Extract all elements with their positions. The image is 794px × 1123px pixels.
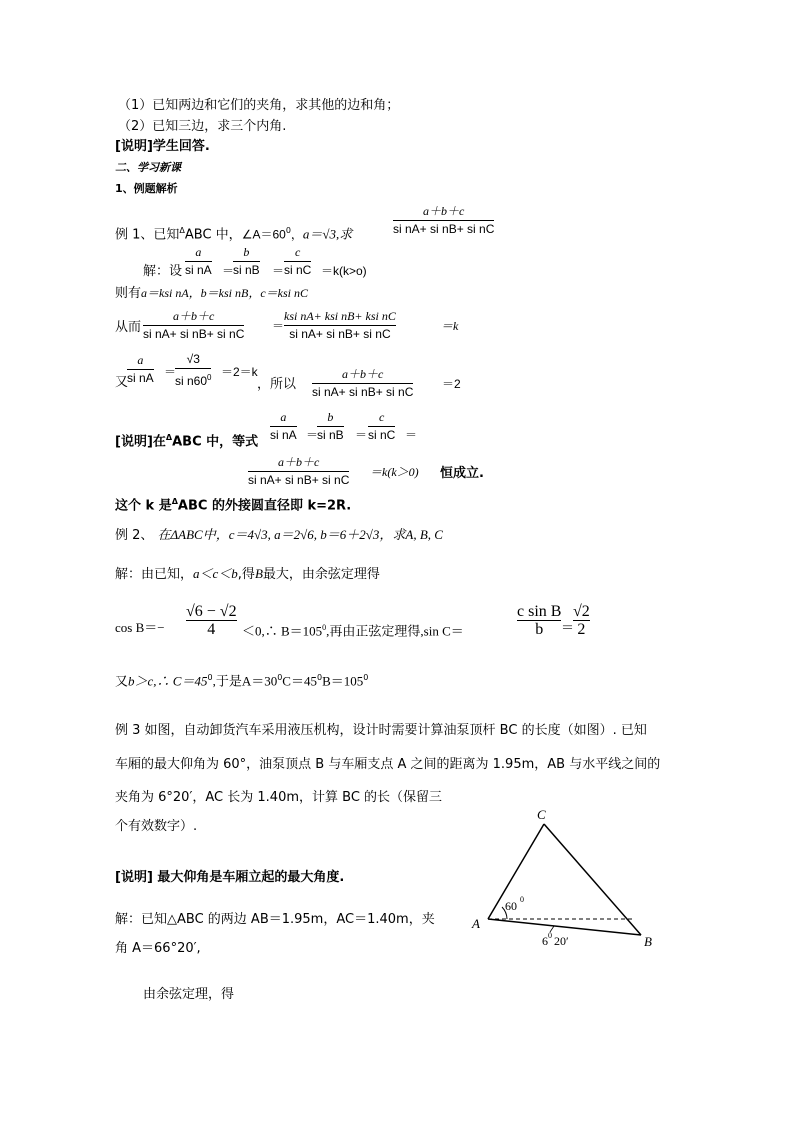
cos-fraction	[186, 604, 237, 637]
note1-hold: 恒成立.	[440, 466, 484, 481]
eq-k: ＝k	[441, 319, 459, 333]
ex3-sol-2: 角 A＝66°20′,	[115, 941, 201, 956]
intro-line-2: （2）已知三边，求三个内角.	[118, 119, 287, 134]
note1-conclusion	[115, 494, 351, 514]
numerator: √3	[186, 352, 200, 366]
then-expression: a＝ksi nA，b＝ksi nB，c＝ksi nC	[141, 286, 308, 300]
denominator: si nC	[284, 263, 312, 277]
side-ab	[488, 919, 641, 935]
degree-sup: 0	[207, 373, 212, 382]
numerator: c sin B	[517, 603, 562, 620]
note1-k-expr: ＝k(k＞0)	[370, 465, 419, 479]
triangle-figure	[470, 800, 660, 955]
ex3-para-2: 车厢的最大仰角为 60°，油泵顶点 B 与车厢支点 A 之间的距离为 1.95m，AB 与水平线之间的	[115, 757, 661, 772]
ex1-intro-text: 例 1、已知	[115, 227, 180, 243]
note1-fraction-b	[317, 410, 344, 443]
degree-sup: 0	[285, 226, 291, 235]
conclusion-pre: 这个 k 是	[115, 498, 172, 514]
triangle-symbol: Δ	[165, 433, 173, 442]
angle-small-min: 20′	[554, 934, 569, 948]
ex2-final	[115, 670, 368, 690]
ex3-note: [说明] 最大仰角是车厢立起的最大角度.	[115, 870, 345, 885]
side-bc	[544, 824, 641, 935]
degree-sup: 0	[207, 673, 213, 682]
ex3-sol-3: 由余弦定理，得	[143, 987, 235, 1002]
numerator: b	[243, 245, 250, 259]
ex2-problem: 在ΔABC中，c＝4√3, a＝2√6, b＝6＋2√3，求A, B, C	[157, 527, 443, 542]
note-answer: [说明]学生回答.	[115, 139, 210, 154]
fraction-sqrt3-sin60	[175, 352, 211, 389]
note1-line	[115, 430, 258, 450]
angle-60-deg: 0	[520, 895, 524, 904]
ex1-fraction-left	[143, 309, 244, 342]
final-1: b＞c,∴ C＝45	[128, 673, 208, 689]
denominator: si nA+ si nB+ si nC	[248, 473, 350, 487]
numerator: a	[195, 245, 202, 259]
ex1-intro: 例 1、已知$^\Delta$ABC 中，$\angle A=60^0$，a＝√3,求	[115, 226, 353, 243]
degree-sup: 0	[322, 623, 327, 632]
numerator: c	[379, 410, 385, 424]
denominator: 4	[207, 621, 216, 638]
label-c: C	[537, 807, 546, 822]
subsection-heading: 1、例题解析	[115, 182, 178, 195]
inequality: a＜c＜b	[193, 566, 238, 581]
sol-pre: 解：由已知，	[115, 567, 194, 582]
b-var: B	[254, 566, 263, 581]
denominator: 2	[577, 621, 586, 638]
fraction-c-sinC	[284, 245, 311, 278]
fraction-denominator: si nA+ si nB+ si nC	[393, 222, 495, 236]
numerator: c	[295, 245, 301, 259]
denominator: si nA	[270, 428, 297, 442]
ex1-fraction-so	[312, 367, 413, 400]
final-3: C＝45	[282, 673, 317, 689]
note1-mid: ABC 中，等式	[172, 434, 259, 450]
ex1-target-fraction	[393, 204, 494, 237]
ex1-again-label: 又	[115, 375, 129, 390]
ex2-solution	[115, 566, 380, 583]
ex3-sol-1: 解：已知△ABC 的两边 AB＝1.95m，AC＝1.40m，夹	[115, 912, 435, 927]
final-4: B＝105	[322, 673, 364, 689]
angle-60: 60	[505, 899, 517, 913]
cos-prefix: cos B＝−	[115, 620, 165, 635]
fraction-bar	[393, 220, 494, 221]
degree-sup: 0	[316, 673, 323, 682]
eq-sign: ＝	[561, 620, 575, 635]
cos-post	[242, 620, 464, 639]
note1-eq-tail: ＝	[405, 428, 418, 442]
numerator: a	[137, 353, 144, 367]
label-a: A	[472, 916, 480, 931]
note1-fraction-sum	[248, 455, 349, 488]
numerator: b	[327, 410, 334, 424]
ex1-a-value: a＝√3,求	[302, 226, 353, 242]
root2-fraction	[573, 604, 590, 637]
denominator: si nC	[368, 428, 396, 442]
fraction-a-sinA	[185, 245, 212, 278]
ex1-thus-label: 从而	[115, 320, 142, 335]
label-b: B	[644, 934, 652, 949]
numerator: ksi nA+ ksi nB+ ksi nC	[284, 309, 396, 323]
conclusion-post: ABC 的外接圆直径即 k=2R.	[177, 498, 352, 514]
numerator: √2	[573, 603, 590, 620]
numerator: √6 − √2	[186, 603, 237, 620]
degree-sup: 0	[277, 673, 283, 682]
angle-small-deg: 0	[548, 931, 552, 940]
then-label: 则有	[115, 286, 142, 301]
ex3-para-4: 个有效数字）.	[115, 819, 198, 834]
ex1-then	[115, 285, 308, 302]
degree-sup: 0	[363, 673, 369, 682]
cos-mid-text: ,再由正弦定理得,sin C＝	[326, 623, 464, 639]
denominator: si nA	[127, 371, 154, 385]
denominator: si nA+ si nB+ si nC	[289, 327, 391, 341]
ex2-label: 例 2、	[115, 528, 154, 543]
ex1-fraction-right	[284, 309, 396, 342]
ex1-solution-label: 解：设	[143, 264, 183, 279]
sol-mid: ,得	[237, 567, 255, 582]
denominator: si nA	[185, 263, 212, 277]
angle-pointer	[550, 926, 554, 932]
final-2: ,于是A＝30	[212, 673, 278, 689]
again-label: 又	[115, 674, 129, 690]
denominator: si nB	[233, 263, 260, 277]
eq-2: ＝2	[442, 377, 461, 391]
angle-small: 6	[542, 934, 548, 948]
note1-fraction-a	[270, 410, 297, 443]
so-label: ，所以	[257, 377, 297, 392]
ex3-para-1: 例 3 如图，自动卸货汽车采用液压机构，设计时需要计算油泵顶杆 BC 的长度（如图）. 已知	[115, 723, 647, 738]
numerator: a＋b＋c	[278, 455, 320, 469]
k-ratio: ＝k(k>o)	[321, 264, 367, 278]
triangle-symbol: Δ	[179, 226, 185, 235]
denominator: si nA+ si nB+ si nC	[143, 327, 245, 341]
intro-line-1: （1）已知两边和它们的夹角，求其他的边和角；	[118, 98, 400, 113]
fraction-b-sinB	[233, 245, 260, 278]
denominator: si n60	[175, 374, 208, 388]
denominator: si nB	[317, 428, 344, 442]
eq-2k: ＝2＝k	[221, 365, 258, 379]
numerator: a	[280, 410, 287, 424]
fraction-numerator: a＋b＋c	[423, 204, 465, 218]
cos-post-text: ＜0,∴ B＝105	[242, 623, 323, 639]
numerator: a＋b＋c	[173, 309, 215, 323]
note1-fraction-c	[368, 410, 395, 443]
ex1-abc: ABC 中，	[184, 227, 242, 243]
sol-post: 最大，由余弦定理得	[262, 567, 380, 582]
ex3-para-3: 夹角为 6°20′，AC 长为 1.40m，计算 BC 的长（保留三	[115, 790, 443, 805]
section-heading: 二、学习新课	[115, 161, 181, 174]
ex1-angle: ∠A＝60	[241, 227, 286, 242]
sinc-fraction	[517, 604, 561, 637]
fraction-a-sinA-2	[127, 353, 154, 386]
note1-pre: [说明]在	[115, 434, 166, 450]
triangle-symbol: Δ	[171, 497, 178, 506]
numerator: a＋b＋c	[342, 367, 384, 381]
denominator: b	[535, 621, 544, 638]
denominator: si nA+ si nB+ si nC	[312, 385, 414, 399]
ex2-statement	[115, 527, 443, 544]
